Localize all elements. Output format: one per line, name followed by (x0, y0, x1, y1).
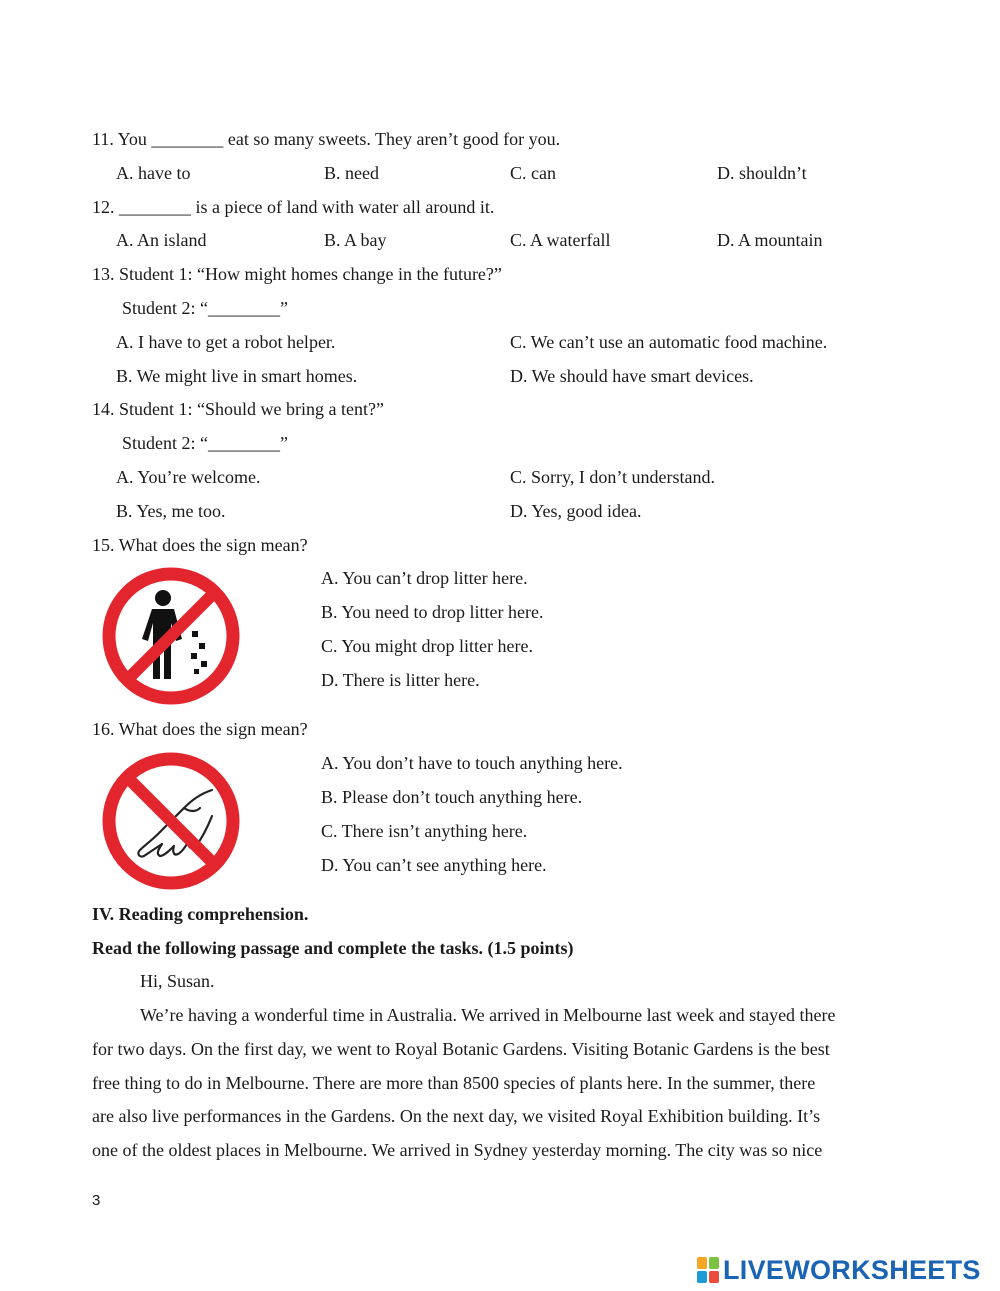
q11-option-a[interactable]: A. have to (116, 163, 191, 183)
q16-stem: 16. What does the sign mean? (92, 719, 308, 739)
q15-option-d[interactable]: D. There is litter here. (321, 670, 480, 690)
brand-name: LIVEWORKSHEETS (723, 1254, 981, 1285)
page-number: 3 (92, 1192, 101, 1209)
q12-option-d[interactable]: D. A mountain (717, 230, 823, 250)
q12-stem: 12. ________ is a piece of land with water all around it. (92, 197, 495, 217)
do-not-touch-sign-icon (100, 750, 242, 892)
q13-option-c[interactable]: C. We can’t use an automatic food machine. (510, 332, 828, 352)
q16-option-d[interactable]: D. You can’t see anything here. (321, 855, 547, 875)
q11-option-d[interactable]: D. shouldn’t (717, 163, 807, 183)
passage-line: for two days. On the first day, we went to Royal Botanic Gardens. Visiting Botanic Gardens is the best (92, 1039, 830, 1059)
q12-option-c[interactable]: C. A waterfall (510, 230, 611, 250)
q13-option-a[interactable]: A. I have to get a robot helper. (116, 332, 336, 352)
section-heading: IV. Reading comprehension. (92, 904, 309, 924)
q13-stem: 13. Student 1: “How might homes change in the future?” (92, 264, 502, 284)
q15-option-a[interactable]: A. You can’t drop litter here. (321, 568, 528, 588)
q11-option-c[interactable]: C. can (510, 163, 556, 183)
q14-option-c[interactable]: C. Sorry, I don’t understand. (510, 467, 715, 487)
passage-line: one of the oldest places in Melbourne. We arrived in Sydney yesterday morning. The city was so nice (92, 1140, 823, 1160)
q15-option-c[interactable]: C. You might drop litter here. (321, 636, 533, 656)
q14-student2-line: Student 2: “________” (122, 433, 288, 453)
q11-option-b[interactable]: B. need (324, 163, 379, 183)
q16-option-c[interactable]: C. There isn’t anything here. (321, 821, 528, 841)
q16-option-b[interactable]: B. Please don’t touch anything here. (321, 787, 583, 807)
q14-option-b[interactable]: B. Yes, me too. (116, 501, 226, 521)
q11-stem: 11. You ________ eat so many sweets. They aren’t good for you. (92, 129, 561, 149)
no-littering-sign-icon (100, 565, 242, 707)
q14-option-a[interactable]: A. You’re welcome. (116, 467, 261, 487)
q15-option-b[interactable]: B. You need to drop litter here. (321, 602, 544, 622)
q13-option-d[interactable]: D. We should have smart devices. (510, 366, 754, 386)
q12-option-a[interactable]: A. An island (116, 230, 207, 250)
passage-line: are also live performances in the Gardens. On the next day, we visited Royal Exhibition building. It’s (92, 1106, 821, 1126)
q14-option-d[interactable]: D. Yes, good idea. (510, 501, 642, 521)
q13-option-b[interactable]: B. We might live in smart homes. (116, 366, 358, 386)
passage-line: We’re having a wonderful time in Australia. We arrived in Melbourne last week and stayed there (140, 1005, 836, 1025)
q13-student2-line: Student 2: “________” (122, 298, 288, 318)
q14-stem: 14. Student 1: “Should we bring a tent?” (92, 399, 384, 419)
liveworksheets-logo[interactable] (697, 1255, 981, 1285)
section-instruction: Read the following passage and complete the tasks. (1.5 points) (92, 938, 574, 958)
q12-option-b[interactable]: B. A bay (324, 230, 387, 250)
liveworksheets-mark-icon (697, 1257, 719, 1283)
q15-stem: 15. What does the sign mean? (92, 535, 308, 555)
q16-option-a[interactable]: A. You don’t have to touch anything here. (321, 753, 623, 773)
passage-line: free thing to do in Melbourne. There are more than 8500 species of plants here. In the summer, there (92, 1073, 816, 1093)
passage-greeting: Hi, Susan. (140, 971, 215, 991)
